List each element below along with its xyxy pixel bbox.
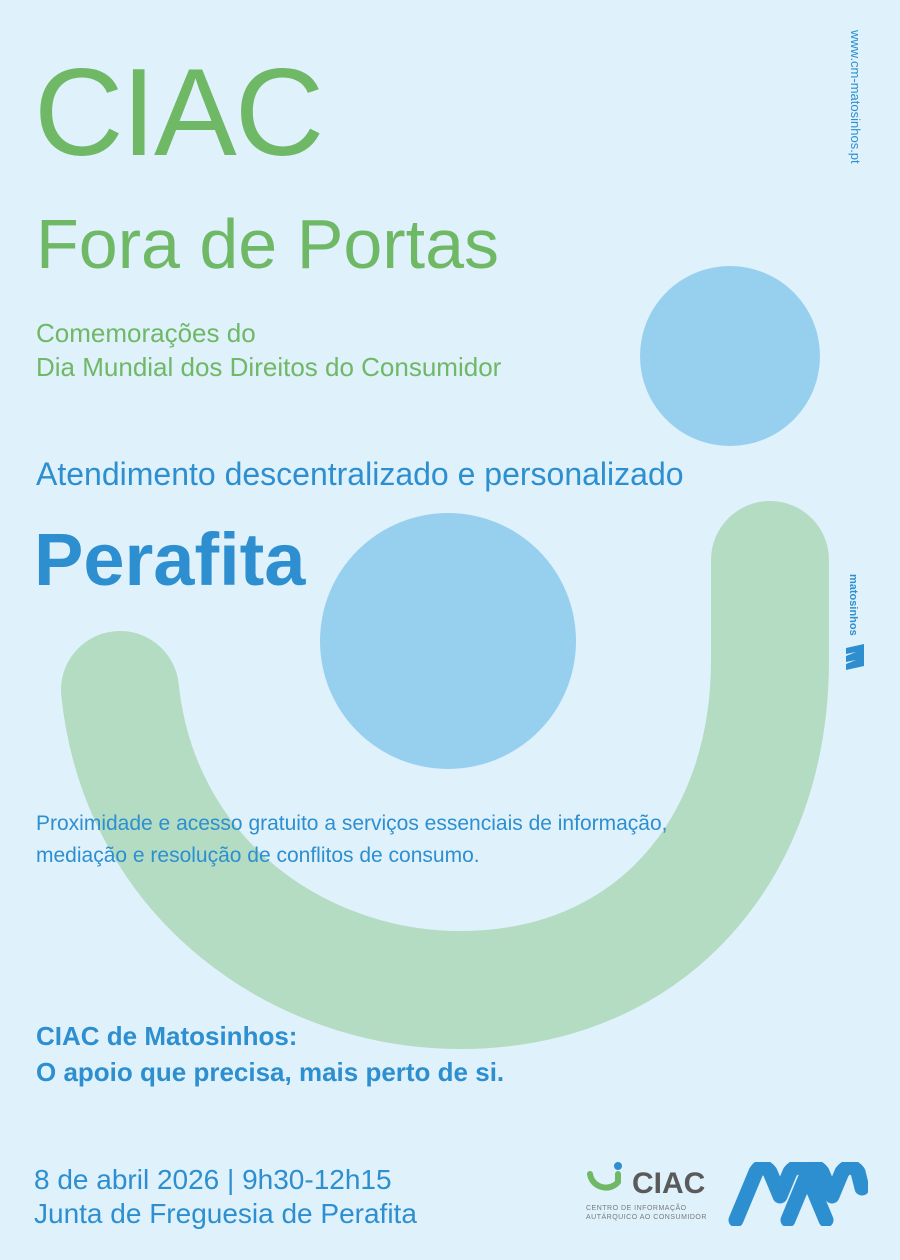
location-heading: Perafita: [34, 518, 306, 601]
ciac-logo-word: CIAC: [632, 1167, 706, 1200]
side-mm-icon: [846, 644, 864, 670]
center-blue-circle: [320, 513, 576, 769]
ciac-logo-subtitle: [586, 1204, 707, 1222]
slogan-line-1: CIAC de Matosinhos:: [36, 1021, 298, 1051]
upper-blue-circle: [640, 266, 820, 446]
website-link[interactable]: www.cm-matosinhos.pt: [848, 30, 863, 164]
commemoration-text: [36, 316, 501, 384]
commemoration-line-2: Dia Mundial dos Direitos do Consumidor: [36, 352, 502, 382]
side-brand-text: matosinhos: [847, 574, 859, 636]
slogan: [36, 1018, 504, 1090]
ciac-smile-person-icon: [586, 1160, 636, 1200]
page-title: CIAC: [34, 44, 323, 182]
description-line-2: mediação e resolução de conflitos de consumo.: [36, 844, 480, 867]
service-heading: Atendimento descentralizado e personalizado: [36, 456, 684, 492]
event-date-time: 8 de abril 2026 | 9h30-12h15: [34, 1164, 392, 1195]
page-subtitle: Fora de Portas: [36, 205, 499, 283]
description-text: [36, 808, 667, 872]
ciac-sub-line-1: CENTRO DE INFORMAÇÃO: [586, 1205, 687, 1212]
slogan-line-2: O apoio que precisa, mais perto de si.: [36, 1057, 505, 1087]
side-matosinhos-logo: [842, 572, 872, 692]
commemoration-line-1: Comemorações do: [36, 318, 256, 348]
matosinhos-mm-icon: [728, 1162, 868, 1226]
event-venue: Junta de Freguesia de Perafita: [34, 1198, 417, 1229]
description-line-1: Proximidade e acesso gratuito a serviços essenciais de informação,: [36, 812, 668, 835]
website-vertical[interactable]: [845, 30, 865, 220]
ciac-sub-line-2: AUTÁRQUICO AO CONSUMIDOR: [586, 1214, 707, 1221]
